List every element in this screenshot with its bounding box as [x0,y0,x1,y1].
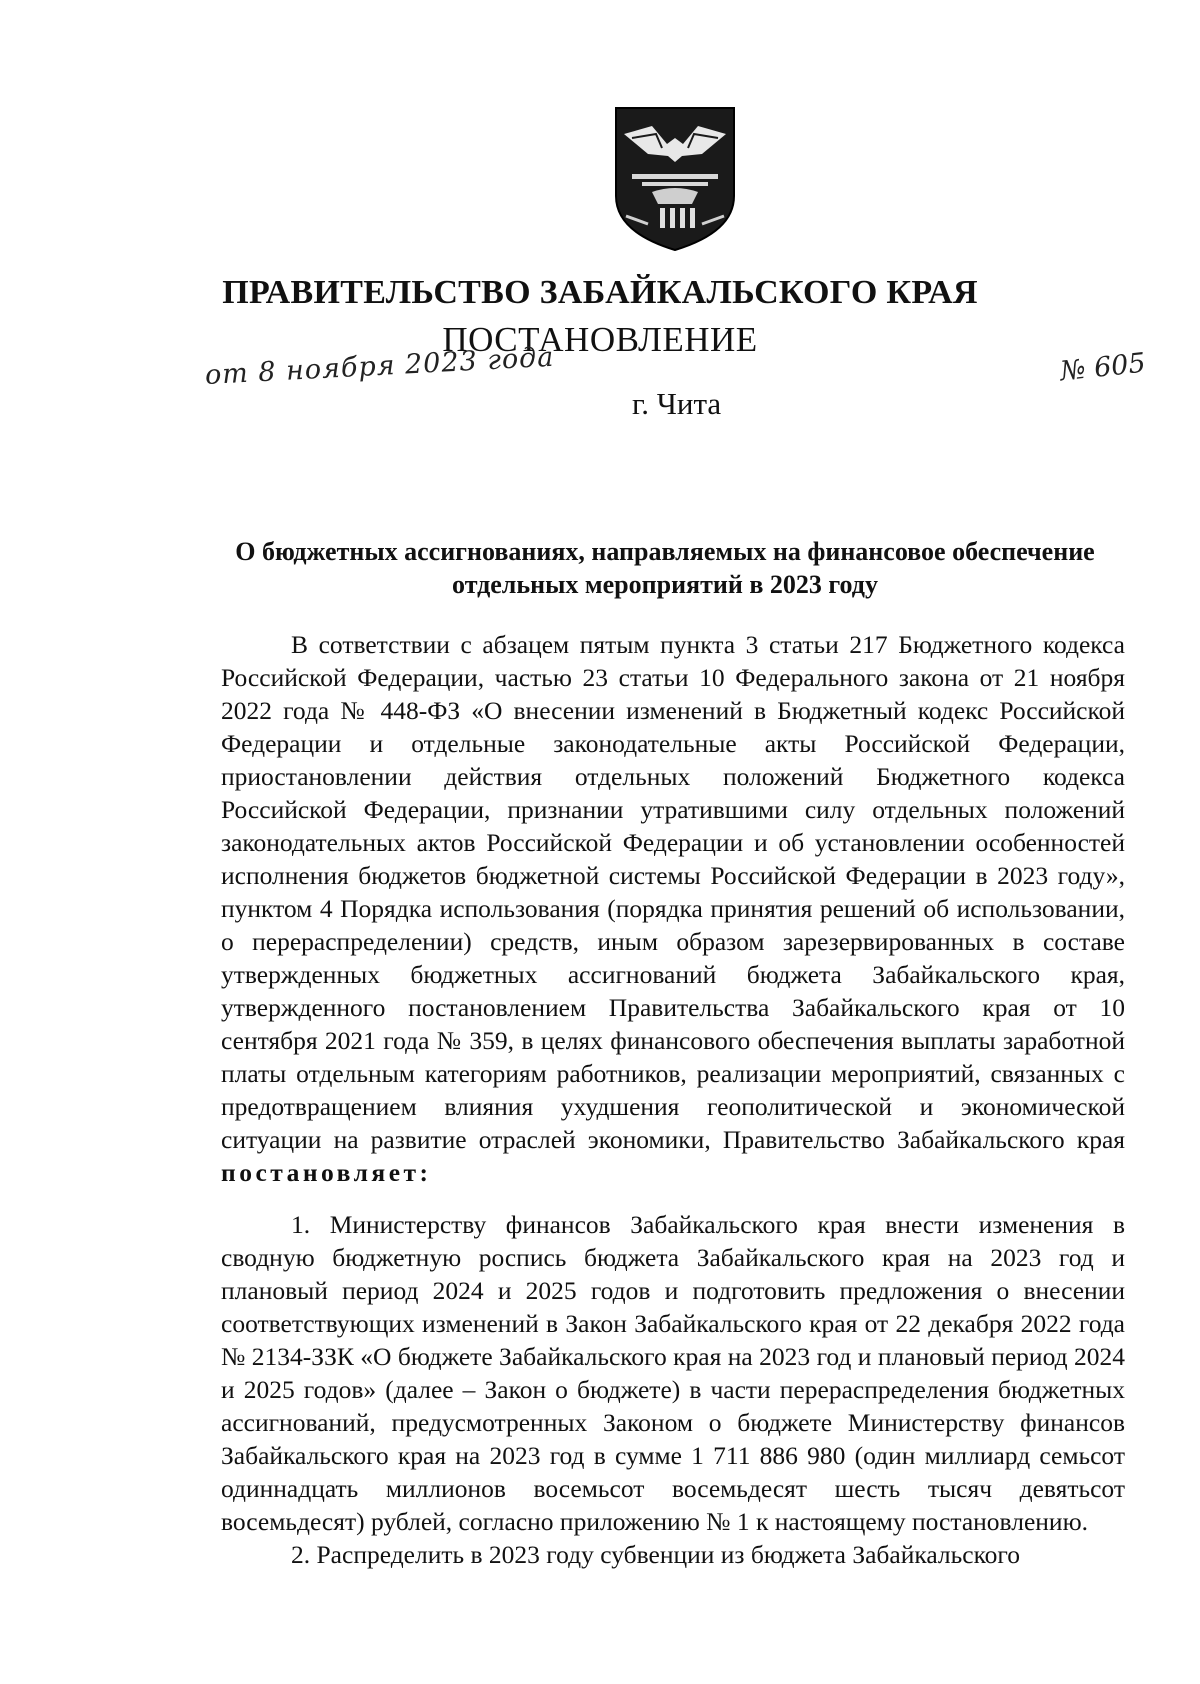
decree-subject: О бюджетных ассигнованиях, направляемых на финансовое обеспечение отдельных мероприятий в 2023 году [235,537,1095,599]
government-name: ПРАВИТЕЛЬСТВО ЗАБАЙКАЛЬСКОГО КРАЯ [222,274,978,311]
handwritten-date: от 8 ноября 2023 года [204,341,556,391]
document-type: ПОСТАНОВЛЕНИЕ [442,320,758,359]
coat-of-arms-icon [612,104,738,252]
city-name: г. Чита [632,386,722,421]
decree-body [221,628,1125,1571]
resolves-colon: : [419,1158,432,1187]
preamble-paragraph [221,628,1125,1189]
handwritten-number: № 605 [1058,347,1148,388]
item-paragraph-1: 1. Министерству финансов Забайкальского края внести изменения в сводную бюджетную роспись бюджета Забайкальского края на 2023 год и плановый период 2024 и 2025 годов и подготовить предложения о внесении соответствующих изменений в Закон Забайкальского края от 22 декабря 2022 года № 2134-ЗЗК «О бюджете Забайкальского края на 2023 год и плановый период 2024 и 2025 годов» (далее – Закон о бюджете) в части перераспределения бюджетных ассигнований, предусмотренных Законом о бюджете Министерству финансов Забайкальского края на 2023 год в сумме 1 711 886 980 (один миллиард семьсот одиннадцать миллионов восемьсот восемьдесят шесть тысяч девятьсот восемьдесят) рублей, согласно приложению № 1 к настоящему постановлению. [221,1210,1125,1536]
resolves-word: постановляет [221,1158,420,1187]
preamble-text: В сответствии с абзацем пятым пункта 3 статьи 217 Бюджетного кодекса Российской Федерации, частью 23 статьи 10 Федерального закона от 21 ноября 2022 года № 448-ФЗ «О внесении изменений в Бюджетный кодекс Российской Федерации и отдельные законодательные акты Российской Федерации, приостановлении действия отдельных положений Бюджетного кодекса Российской Федерации, признании утратившими силу отдельных положений законодательных актов Российской Федерации и об установлении особенностей исполнения бюджетов бюджетной системы Российской Федерации в 2023 году», пунктом 4 Порядка использования (порядка принятия решений об использовании, о перераспределении) средств, иным образом зарезервированных в составе утвержденных бюджетных ассигнований бюджета Забайкальского края, утвержденного постановлением Правительства Забайкальского края от 10 сентября 2021 года № 359, в целях финансового обеспечения выплаты заработной платы отдельным категориям работников, реализации мероприятий, связанных с предотвращением влияния ухудшения геополитической и экономической ситуации на развитие отраслей экономики, Правительство Забайкальского края [221,630,1125,1154]
item-paragraph-2: 2. Распределить в 2023 году субвенции из бюджета Забайкальского [291,1540,1020,1569]
